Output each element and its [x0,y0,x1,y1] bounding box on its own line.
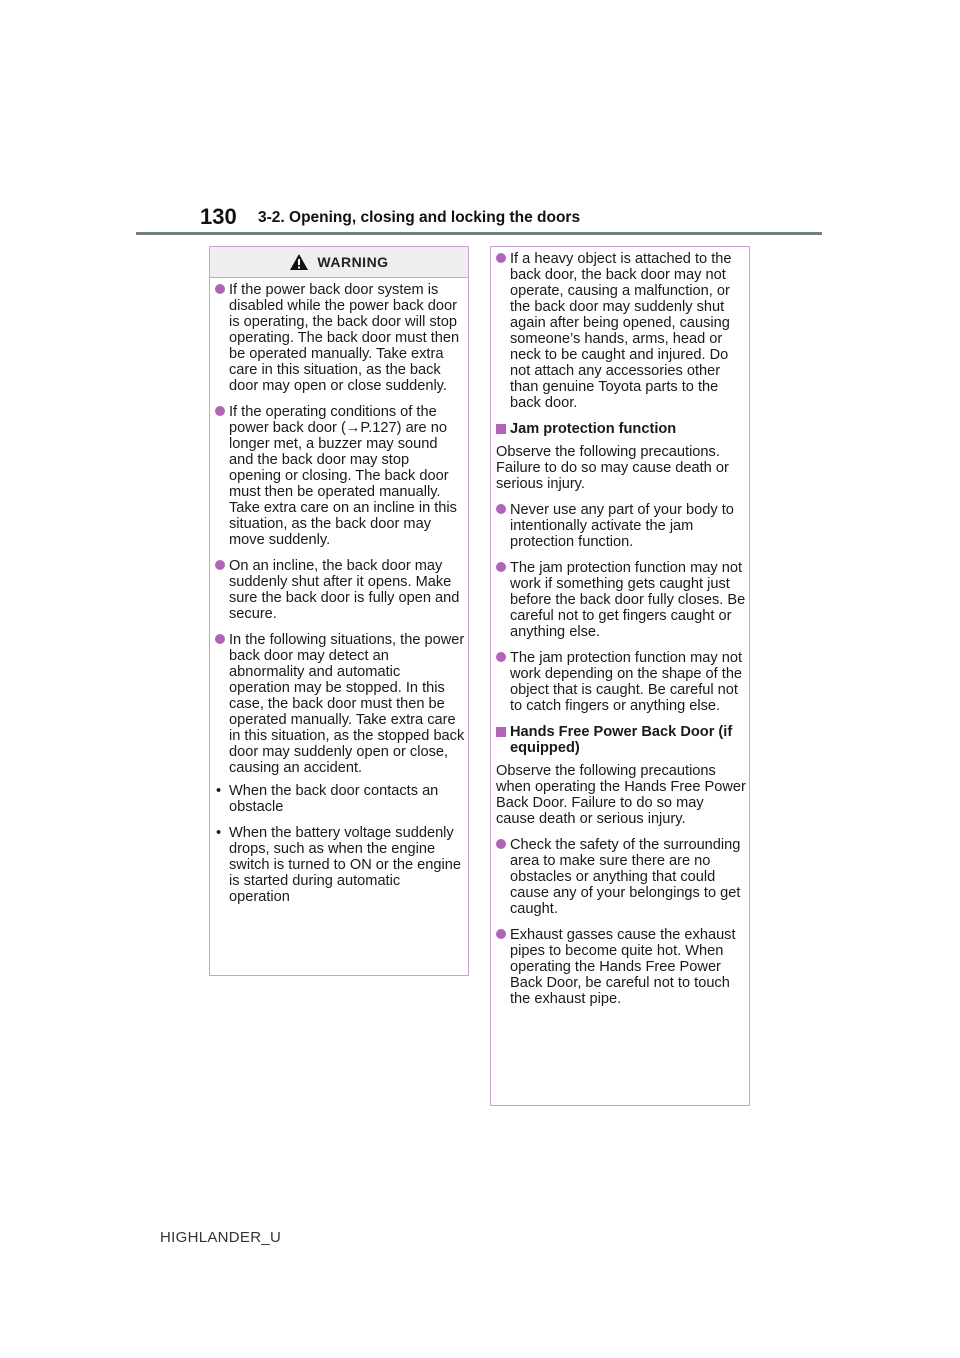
warning-title: WARNING [317,254,389,270]
sub-bullet-text: When the back door contacts an obstacle [229,783,439,815]
bullet-item [215,558,465,622]
bullet-dot-icon [496,652,506,662]
bullet-text: The jam protection function may not work depending on the shape of the object that is caught. Be careful not to catch fingers or anything else. [510,650,743,714]
bullet-text: Check the safety of the surrounding area to make sure there are no obstacles or anything that could cause any of your belongings to get caught. [510,837,741,917]
square-bullet-icon [496,424,506,434]
bullet-item [496,502,746,550]
bullet-item [496,251,746,411]
bullet-dot-icon [496,562,506,572]
section-title: 3-2. Opening, closing and locking the doors [258,209,581,226]
bullet-dot-icon [215,560,225,570]
bullet-item [215,404,465,548]
bullet-text: If the operating conditions of the power back door (→P.127) are no longer met, a buzzer may sound and the back door may stop opening or closing. The back door must then be operated manually. Take extra care on an incline in this situation, as the back door may move suddenly. [229,404,457,548]
warning-header [210,247,468,278]
right-column [496,251,746,1017]
bullet-text: Never use any part of your body to intentionally activate the jam protection function. [510,502,734,550]
header-rule [136,232,822,235]
bullet-text: If a heavy object is attached to the back door, the back door may not operate, causing a malfunction, or the back door may suddenly shut again after being opened, causing someone’s hands, arms, head or neck to be caught and injured. Do not attach any accessories other than genuine Toyota parts to the back door. [510,251,732,411]
sub-bullet-item [215,825,465,905]
bullet-dot-icon [496,253,506,263]
bullet-text: The jam protection function may not work if something gets caught just before the back door fully closes. Be careful not to get fingers caught or anything else. [510,560,746,640]
sub-bullet-text: When the battery voltage suddenly drops, such as when the engine switch is turned to ON or the engine is started during automatic operation [229,825,461,905]
warning-triangle-icon [289,253,309,271]
bullet-text: Exhaust gasses cause the exhaust pipes to become quite hot. When operating the Hands Free Power Back Door, be careful not to touch the exhaust pipe. [510,927,736,1007]
page-number: 130 [200,204,237,229]
subheading-text: Jam protection function [510,421,677,437]
bullet-item [496,650,746,714]
footer-model: HIGHLANDER_U [160,1229,282,1246]
bullet-item [215,632,465,776]
bullet-dot-icon [215,406,225,416]
bullet-dot-icon [496,504,506,514]
left-column [215,282,465,915]
bullet-item [215,282,465,394]
sub-bullet-mark: • [216,783,222,799]
bullet-text: On an incline, the back door may suddenly shut after it opens. Make sure the back door is fully open and secure. [229,558,460,622]
bullet-dot-icon [215,284,225,294]
bullet-item [496,837,746,917]
subheading-text: Hands Free Power Back Door (if equipped) [510,724,733,756]
sub-bullet-item [215,783,465,815]
bullet-text: In the following situations, the power back door may detect an abnormality and automatic operation may be stopped. In this case, the back door must then be operated manually. Take extra care in this situation, as the stopped back door may suddenly open or close, causing an accident. [229,632,465,776]
bullet-text: If the power back door system is disabled while the power back door is operating, the back door will stop operating. The back door must then be operated manually. Take extra care in this situation, as the back door may open or close suddenly. [229,282,460,394]
sub-bullet-mark: • [216,825,222,841]
bullet-item [496,927,746,1007]
bullet-dot-icon [496,839,506,849]
paragraph: Observe the following precautions. Failure to do so may cause death or serious injury. [496,444,729,492]
bullet-dot-icon [496,929,506,939]
subheading [496,724,746,756]
paragraph: Observe the following precautions when operating the Hands Free Power Back Door. Failure to do so may cause death or serious injury. [496,763,746,827]
bullet-item [496,560,746,640]
bullet-dot-icon [215,634,225,644]
subheading [496,421,746,437]
square-bullet-icon [496,727,506,737]
